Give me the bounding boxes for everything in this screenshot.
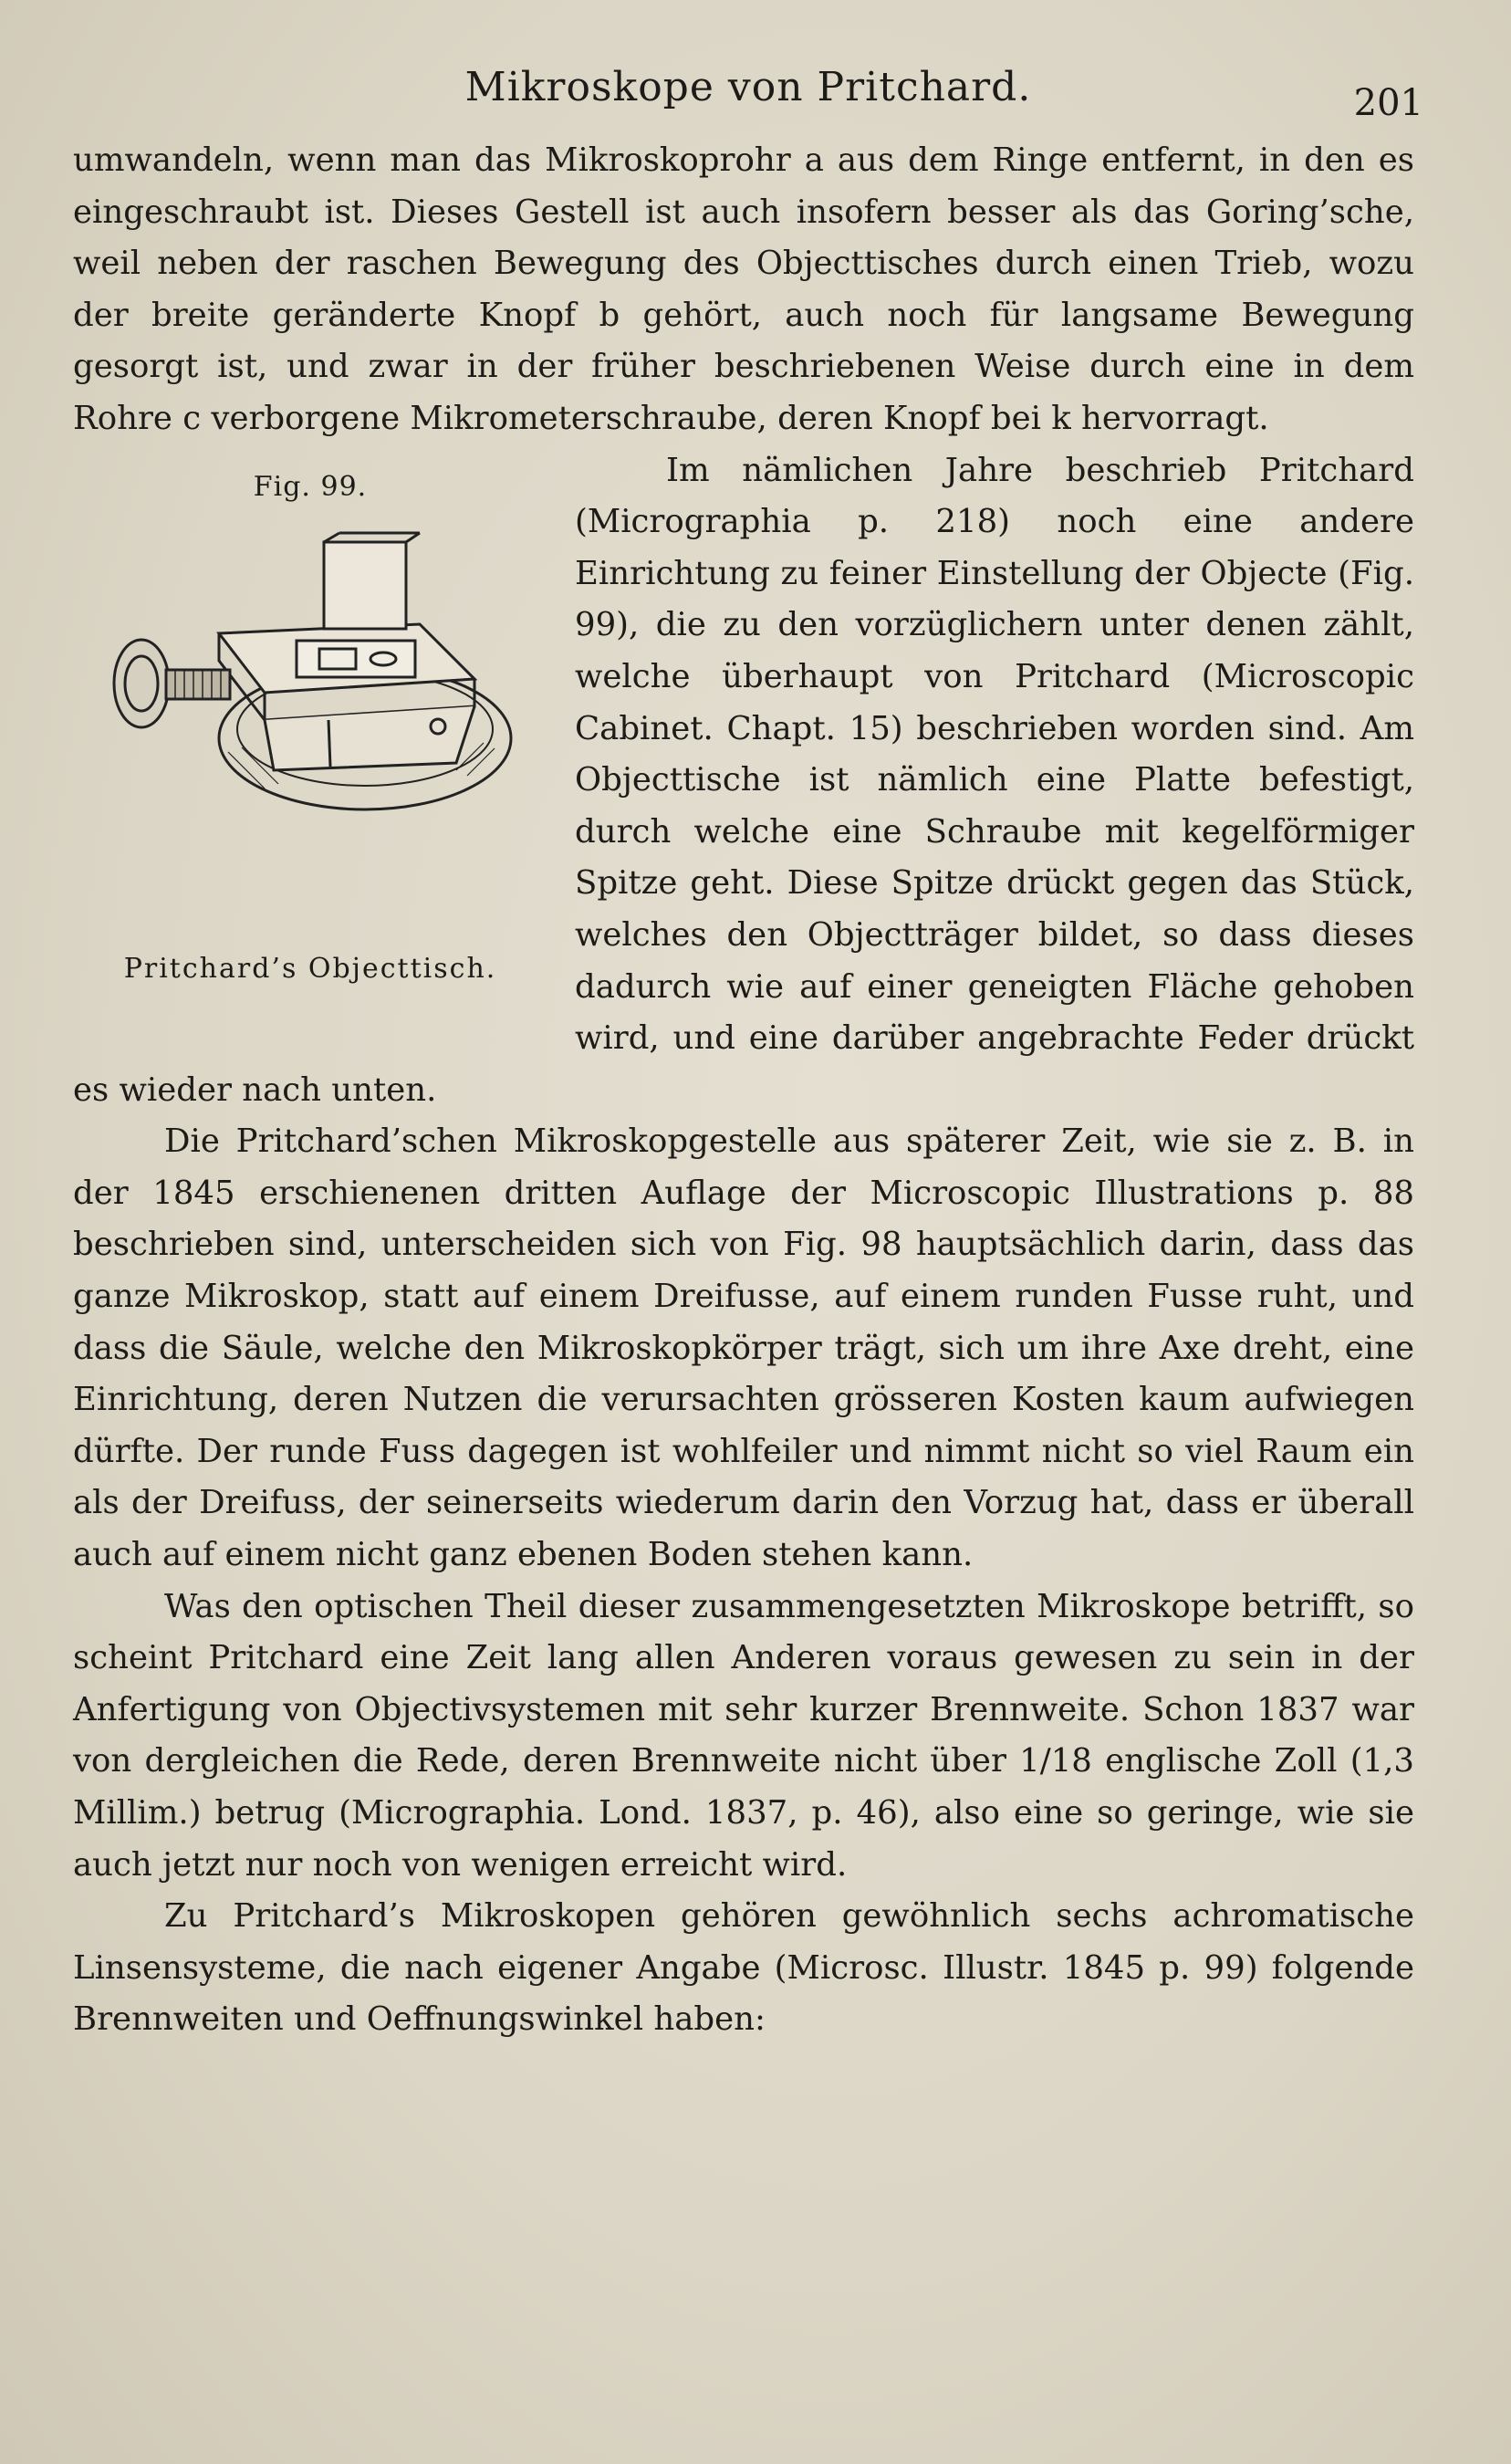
paragraph-2: Im nämlichen Jahre beschrieb Pritchard (Micrographia p. 218) noch eine andere Einrichtung zu feiner Einstellung der Objecte (Fig. 99), die zu den vorzüglichern unter denen zählt, welche überhaupt von Pritchard (Microscopic Cabinet. Chapt. 15) beschrieben worden sind. Am Objecttische ist nämlich eine Platte befestigt, durch welche eine Schraube mit kegelförmiger Spitze geht. Diese Spitze drückt gegen das Stück, welches den Objectträger bildet, so dass dieses dadurch wie auf einer geneigten Fläche gehoben wird, und eine darüber angebrachte Feder drückt es wieder nach unten.: [73, 451, 1414, 1109]
body-text: [73, 135, 1414, 2046]
paragraph-1: umwandeln, wenn man das Mikroskoprohr a aus dem Ringe entfernt, in den es eingeschraubt ist. Dieses Gestell ist auch insofern besser als das Goring’sche, weil neben der raschen Bewegung des Objecttisches durch einen Trieb, wozu der breite geränderte Knopf b gehört, auch noch für langsame Bewegung gesorgt ist, und zwar in der früher beschriebenen Weise durch eine in dem Rohre c verborgene Mikrometerschraube, deren Knopf bei k hervorragt.: [73, 141, 1414, 437]
page-header: [73, 64, 1423, 128]
figure-caption: Pritchard’s Objecttisch.: [123, 952, 497, 985]
figure-99: [73, 451, 547, 1053]
running-title: Mikroskope von Pritchard.: [464, 64, 1032, 110]
figure-label: Fig. 99.: [253, 470, 368, 503]
page-number: 201: [1353, 82, 1423, 124]
paragraph-3: Die Pritchard’schen Mikroskopgestelle aus späterer Zeit, wie sie z. B. in der 1845 erschienenen dritten Auflage der Microscopic Illustrations p. 88 beschrieben sind, unterscheiden sich von Fig. 98 hauptsächlich darin, dass das ganze Mikroskop, statt auf einem Dreifusse, auf einem runden Fusse ruht, und dass die Säule, welche den Mikroskopkörper trägt, sich um ihre Axe dreht, eine Einrichtung, deren Nutzen die verursachten grösseren Kosten kaum aufwiegen dürfte. Der runde Fuss dagegen ist wohlfeiler und nimmt nicht so viel Raum ein als der Dreifuss, der seinerseits wiederum darin den Vorzug hat, dass er überall auch auf einem nicht ganz ebenen Boden stehen kann.: [73, 1122, 1414, 1574]
paragraph-4: Was den optischen Theil dieser zusammengesetzten Mikroskope betrifft, so scheint Pritchard eine Zeit lang allen Anderen voraus gewesen zu sein in der Anfertigung von Objectivsystemen mit sehr kurzer Brennweite. Schon 1837 war von dergleichen die Rede, deren Brennweite nicht über 1/18 englische Zoll (1,3 Millim.) betrug (Micrographia. Lond. 1837, p. 46), also eine so geringe, wie sie auch jetzt nur noch von wenigen erreicht wird.: [73, 1587, 1414, 1884]
objecttisch-illustration: [91, 524, 529, 834]
paragraph-5: Zu Pritchard’s Mikroskopen gehören gewöhnlich sechs achromatische Linsensysteme, die nach eigener Angabe (Microsc. Illustr. 1845 p. 99) folgende Brennweiten und Oeffnungswinkel haben:: [73, 1897, 1414, 2039]
